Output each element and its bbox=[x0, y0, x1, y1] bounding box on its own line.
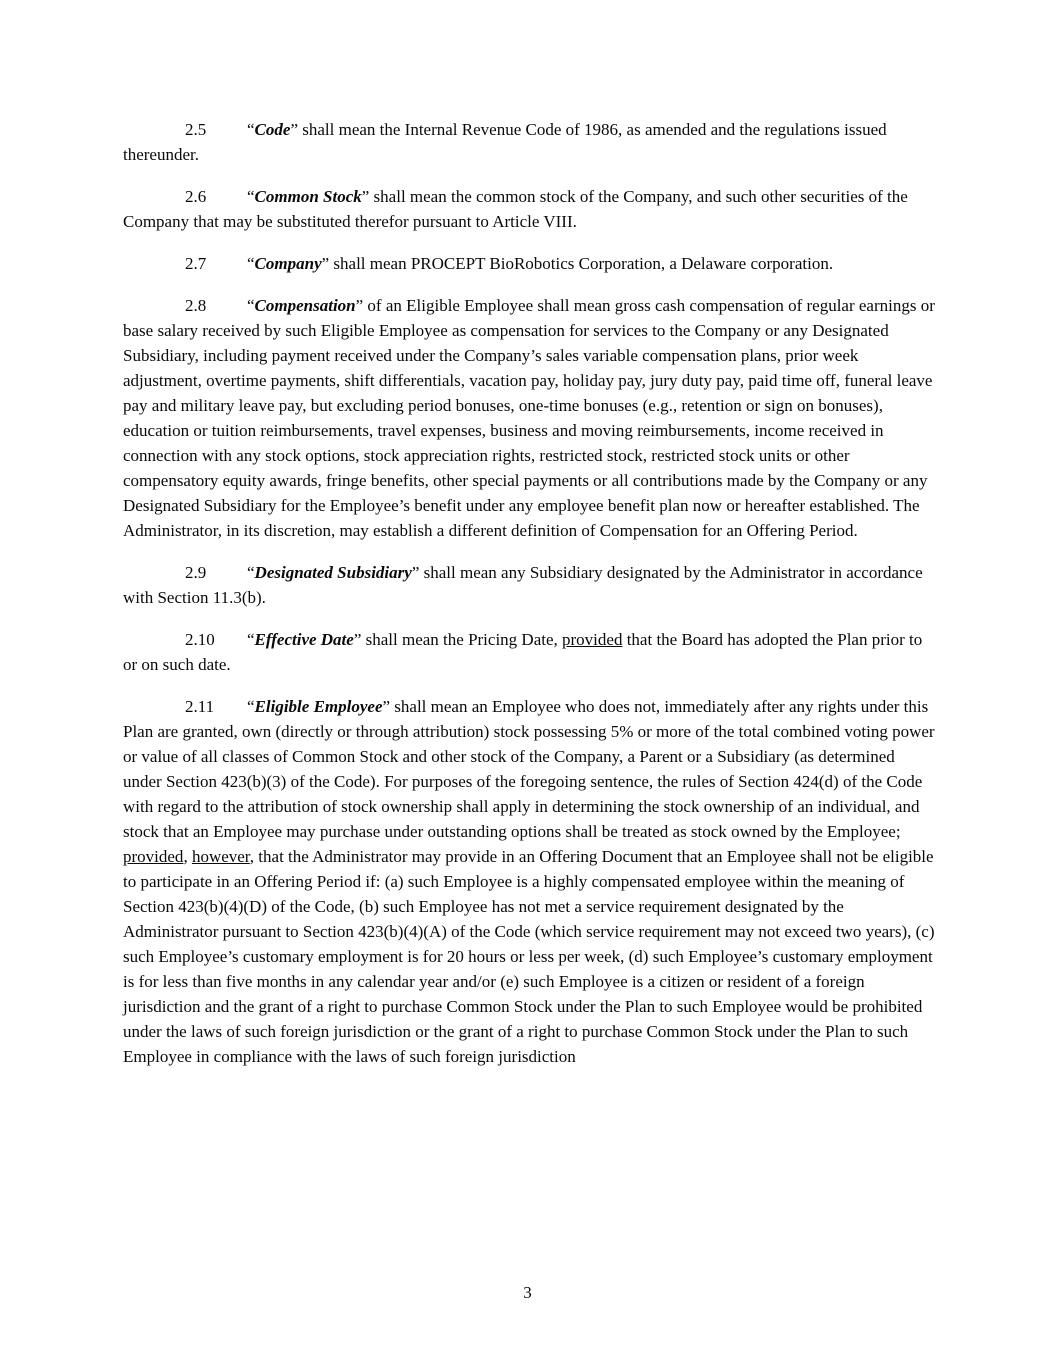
underlined-text: provided bbox=[562, 630, 623, 649]
text-run: ” shall mean the Internal Revenue Code of 1986, as amended and the regulations issued thereunder. bbox=[123, 120, 887, 164]
text-run: “ bbox=[247, 254, 255, 273]
paragraph-section-2-9 bbox=[123, 560, 935, 610]
text-run: , that the Administrator may provide in an Offering Document that an Employee shall not be eligible to participate in an Offering Period if: (a) such Employee is a highly compensated employee within the meaning of Section 423(b)(4)(D) of the Code, (b) such Employee has not met a service requirement designated by the Administrator pursuant to Section 423(b)(4)(A) of the Code (which service requirement may not exceed two years), (c) such Employee’s customary employment is for 20 hours or less per week, (d) such Employee’s customary employment is for less than five months in any calendar year and/or (e) such Employee is a citizen or resident of a foreign jurisdiction and the grant of a right to purchase Common Stock under the Plan to such Employee would be prohibited under the laws of such foreign jurisdiction or the grant of a right to purchase Common Stock under the Plan to such Employee in compliance with the laws of such foreign jurisdiction bbox=[123, 847, 935, 1066]
text-run: , bbox=[183, 847, 192, 866]
text-run: “ bbox=[247, 187, 255, 206]
underlined-text: provided bbox=[123, 847, 184, 866]
text-run: ” shall mean an Employee who does not, immediately after any rights under this Plan are granted, own (directly or through attribution) stock possessing 5% or more of the total combined voting power or value of all classes of Common Stock and other stock of the Company, a Parent or a Subsidiary (as determined under Section 423(b)(3) of the Code). For purposes of the foregoing sentence, the rules of Section 424(d) of the Code with regard to the attribution of stock ownership shall apply in determining the stock ownership of an individual, and stock that an Employee may purchase under outstanding options shall be treated as stock owned by the Employee; bbox=[123, 697, 935, 841]
document-body bbox=[123, 117, 935, 1086]
defined-term: Designated Subsidiary bbox=[254, 563, 412, 582]
paragraph-section-2-7 bbox=[123, 251, 935, 276]
paragraph-section-2-11 bbox=[123, 694, 935, 1069]
defined-term: Common Stock bbox=[254, 187, 362, 206]
paragraph-section-2-8 bbox=[123, 293, 935, 543]
paragraph-section-2-6 bbox=[123, 184, 935, 234]
section-number: 2.8 bbox=[185, 296, 207, 315]
text-run: “ bbox=[247, 697, 255, 716]
defined-term: Code bbox=[254, 120, 291, 139]
defined-term: Compensation bbox=[254, 296, 356, 315]
section-number: 2.10 bbox=[185, 630, 215, 649]
text-run: ” of an Eligible Employee shall mean gross cash compensation of regular earnings or base salary received by such Eligible Employee as compensation for services to the Company or any Designated Subsidiary, including payment received under the Company’s sales variable compensation plans, prior week adjustment, overtime payments, shift differentials, vacation pay, holiday pay, jury duty pay, paid time off, funeral leave pay and military leave pay, but excluding period bonuses, one-time bonuses (e.g., retention or sign on bonuses), education or tuition reimbursements, travel expenses, business and moving reimbursements, income received in connection with any stock options, stock appreciation rights, restricted stock, restricted stock units or other compensatory equity awards, fringe benefits, other special payments or all contributions made by the Company or any Designated Subsidiary for the Employee’s benefit under any employee benefit plan now or hereafter established. The Administrator, in its discretion, may establish a different definition of Compensation for an Offering Period. bbox=[123, 296, 935, 540]
text-run: ” shall mean any Subsidiary designated by the Administrator in accordance with Section 11.3(b). bbox=[123, 563, 923, 607]
page-number: 3 bbox=[523, 1283, 532, 1302]
section-number: 2.6 bbox=[185, 187, 207, 206]
underlined-text: however bbox=[191, 847, 250, 866]
text-run: “ bbox=[247, 120, 255, 139]
section-number: 2.5 bbox=[185, 120, 207, 139]
section-number: 2.11 bbox=[185, 697, 215, 716]
defined-term: Effective Date bbox=[254, 630, 354, 649]
text-run: ” shall mean the Pricing Date, bbox=[353, 630, 563, 649]
defined-term: Eligible Employee bbox=[254, 697, 383, 716]
text-run: that the Board has adopted the Plan prior to or on such date. bbox=[123, 630, 923, 674]
paragraph-section-2-10 bbox=[123, 627, 935, 677]
text-run: “ bbox=[247, 630, 255, 649]
section-number: 2.7 bbox=[185, 254, 207, 273]
text-run: “ bbox=[247, 296, 255, 315]
text-run: ” shall mean PROCEPT BioRobotics Corporation, a Delaware corporation. bbox=[321, 254, 834, 273]
defined-term: Company bbox=[254, 254, 322, 273]
text-run: “ bbox=[247, 563, 255, 582]
text-run: ” shall mean the common stock of the Company, and such other securities of the Company that may be substituted therefor pursuant to Article VIII. bbox=[123, 187, 908, 231]
paragraph-section-2-5 bbox=[123, 117, 935, 167]
section-number: 2.9 bbox=[185, 563, 207, 582]
